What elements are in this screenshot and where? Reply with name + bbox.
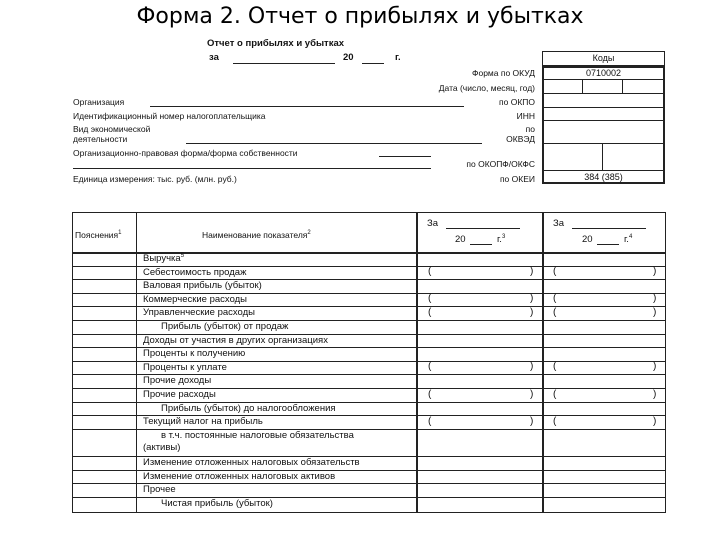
row-label — [143, 294, 247, 305]
row-label — [143, 429, 354, 454]
period-year-prefix: 20 — [343, 52, 354, 63]
paren-close-p1: ) — [530, 306, 534, 318]
slide-title: Форма 2. Отчет о прибылях и убытках — [136, 4, 584, 29]
paren-open-p1: ( — [428, 388, 432, 400]
paren-open-p2: ( — [553, 266, 557, 278]
legal-form-input-line-2[interactable] — [73, 168, 431, 169]
row-label — [143, 267, 246, 278]
row-label-text: в т.ч. постоянные налоговые обязательства — [161, 429, 354, 441]
row-label-text: Прочие доходы — [143, 375, 212, 387]
row-label-text: Прибыль (убыток) до налогообложения — [161, 402, 336, 414]
inn-field-label: Идентификационный номер налогоплательщика — [73, 111, 266, 121]
row-label — [161, 321, 288, 332]
paren-close-p2: ) — [653, 388, 657, 400]
row-label — [143, 457, 360, 468]
paren-close-p2: ) — [653, 306, 657, 318]
table-divider — [542, 212, 544, 513]
table-divider — [136, 212, 137, 513]
col-p1-date-line — [446, 228, 520, 229]
table-divider — [416, 212, 418, 513]
col-p2-sup: 4 — [628, 234, 633, 240]
activity-label-1: Вид экономической — [73, 124, 151, 134]
paren-open-p2: ( — [553, 388, 557, 400]
col-p1-g-text: г. — [497, 234, 502, 246]
organization-label: Организация — [73, 97, 125, 107]
col-p2-year-prefix: 20 — [582, 234, 593, 245]
codes-divider — [542, 107, 665, 108]
row-label — [143, 471, 335, 482]
unit-label: Единица измерения: тыс. руб. (млн. руб.) — [73, 174, 237, 184]
organization-input-line[interactable] — [150, 106, 464, 107]
row-label-text: Выручка — [143, 253, 181, 265]
row-label-text: Себестоимость продаж — [143, 266, 247, 278]
paren-open-p2: ( — [553, 361, 557, 373]
row-label-text: Прочие расходы — [143, 389, 216, 400]
paren-close-p2: ) — [653, 293, 657, 305]
col-p1-year-prefix: 20 — [455, 234, 466, 245]
codes-divider — [542, 79, 665, 80]
paren-close-p2: ) — [653, 361, 657, 373]
codes-divider — [542, 143, 665, 144]
period-za-label: за — [209, 52, 219, 63]
okei-code: 384 (385) — [584, 172, 623, 182]
okopf-label: по ОКОПФ/ОКФС — [466, 159, 535, 169]
okved-label-2: ОКВЭД — [506, 134, 535, 144]
col-p2-g — [624, 234, 632, 245]
row-label — [143, 253, 184, 264]
codes-divider — [542, 120, 665, 121]
row-label — [143, 335, 328, 346]
okud-label: Форма по ОКУД — [472, 68, 535, 78]
codes-divider — [622, 79, 623, 93]
paren-open-p1: ( — [428, 266, 432, 278]
legal-form-label: Организационно-правовая форма/форма собственности — [73, 148, 298, 158]
legal-form-input-line-1[interactable] — [379, 156, 431, 157]
row-label — [143, 375, 211, 386]
paren-open-p1: ( — [428, 306, 432, 318]
row-label-text: Текущий налог на прибыль — [143, 416, 263, 428]
col-name-sup: 2 — [307, 230, 311, 237]
paren-close-p2: ) — [653, 266, 657, 278]
row-label-text: Коммерческие расходы — [143, 293, 248, 305]
paren-open-p1: ( — [428, 293, 432, 305]
row-label-text: Изменение отложенных налоговых обязательств — [143, 457, 360, 468]
row-label-sup: 5 — [180, 253, 185, 259]
col-p2-year — [582, 234, 593, 245]
row-label — [143, 280, 262, 291]
paren-open-p1: ( — [428, 415, 432, 427]
period-date-line — [233, 63, 335, 64]
row-label — [143, 484, 176, 495]
col-p2-year-line — [597, 244, 619, 245]
row-label-text-2: (активы) — [143, 441, 181, 453]
paren-open-p2: ( — [553, 293, 557, 305]
paren-open-p2: ( — [553, 415, 557, 427]
inn-code-label: ИНН — [516, 111, 535, 121]
paren-open-p2: ( — [553, 306, 557, 318]
codes-header: Коды — [592, 53, 615, 63]
row-label — [143, 389, 216, 400]
paren-close-p1: ) — [530, 415, 534, 427]
codes-block — [542, 66, 665, 184]
row-label-text: Проценты к уплате — [143, 361, 227, 373]
period-g-label: г. — [395, 52, 401, 63]
activity-input-line[interactable] — [186, 143, 482, 144]
paren-open-p1: ( — [428, 361, 432, 373]
col-p1-g — [497, 234, 505, 245]
row-label-text: Прибыль (убыток) от продаж — [161, 321, 289, 332]
row-label — [161, 403, 336, 414]
col-p1-year-line — [470, 244, 492, 245]
paren-close-p1: ) — [530, 388, 534, 400]
col-notes-sup: 1 — [118, 230, 122, 237]
row-label — [143, 362, 227, 373]
col-p1-year — [455, 234, 466, 245]
col-p1-za: За — [427, 218, 439, 229]
form-title: Отчет о прибылях и убытках — [207, 38, 345, 49]
codes-divider — [542, 170, 665, 171]
row-label — [161, 498, 273, 509]
paren-close-p1: ) — [530, 361, 534, 373]
codes-divider — [542, 93, 665, 94]
row-label-text: Прочее — [143, 484, 176, 496]
date-label: Дата (число, месяц, год) — [438, 83, 535, 93]
period-year-line — [362, 63, 384, 64]
col-notes-header — [75, 230, 122, 240]
col-notes-text: Пояснения — [75, 230, 119, 240]
row-label-text: Чистая прибыль (убыток) — [161, 497, 273, 509]
okei-label: по ОКЕИ — [499, 174, 535, 184]
row-label-text: Проценты к получению — [143, 348, 246, 360]
paren-close-p1: ) — [530, 293, 534, 305]
row-label-text: Изменение отложенных налоговых активов — [143, 470, 336, 482]
paren-close-p1: ) — [530, 266, 534, 278]
okpo-label: по ОКПО — [499, 97, 535, 107]
row-label — [143, 348, 245, 359]
col-name-header — [202, 230, 311, 240]
col-p2-za: За — [553, 218, 565, 229]
row-label-text: Валовая прибыль (убыток) — [143, 280, 262, 292]
row-label — [143, 416, 263, 427]
activity-label-2: деятельности — [73, 134, 128, 144]
okved-label-1: по — [525, 124, 535, 134]
row-label-text: Управленческие расходы — [143, 307, 255, 319]
col-p2-date-line — [572, 228, 646, 229]
okud-code: 0710002 — [585, 68, 622, 78]
col-name-text: Наименование показателя — [202, 230, 308, 240]
col-p2-g-text: г. — [624, 234, 629, 246]
row-label — [143, 307, 255, 318]
col-p1-sup: 3 — [501, 234, 506, 240]
paren-close-p2: ) — [653, 415, 657, 427]
row-label-text: Доходы от участия в других организациях — [143, 334, 328, 346]
codes-divider — [602, 143, 603, 170]
codes-divider — [582, 79, 583, 93]
